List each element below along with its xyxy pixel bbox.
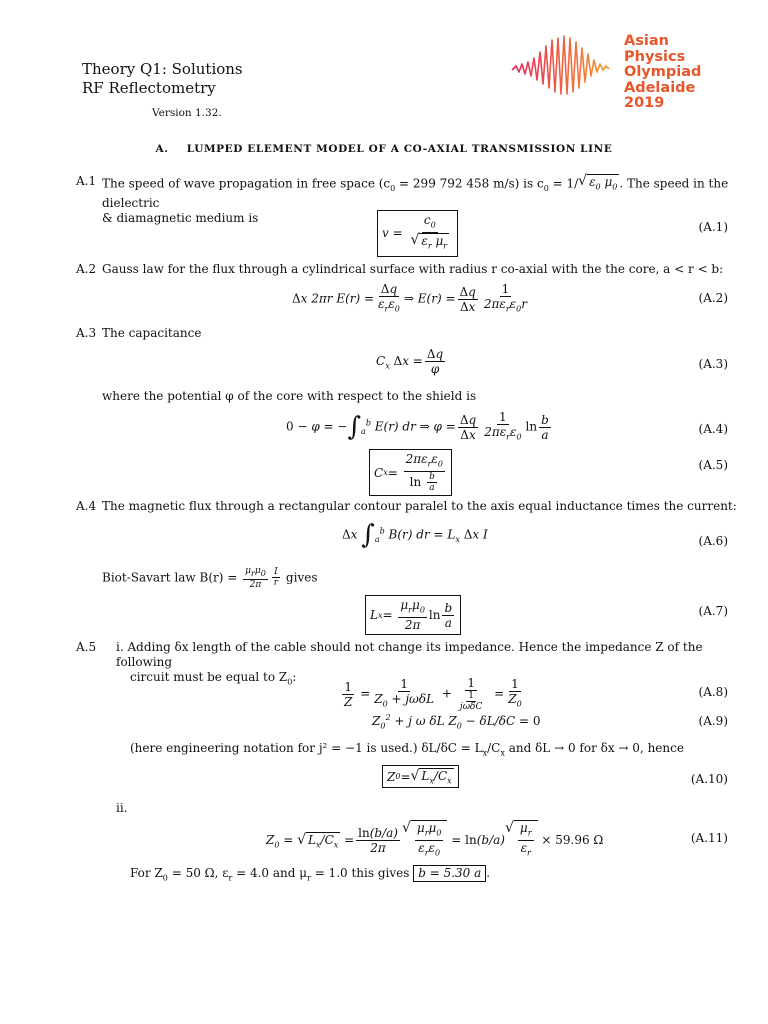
eq-number-a2: (A.2)	[698, 291, 728, 305]
a1-text-part: = 299 792 458 m/s) is c	[395, 176, 544, 191]
eq-number-a4: (A.4)	[698, 422, 728, 436]
eq-number-a8: (A.8)	[698, 685, 728, 699]
equation-a3: $C_x$ Δx = $\frac{\Delta q}{\varphi}$	[376, 347, 444, 376]
logo-line-2: Physics	[624, 48, 686, 65]
eq-number-a1: (A.1)	[698, 220, 728, 234]
final-answer-box: b = 5.30 a	[413, 865, 486, 882]
item-number-a2: A.2	[76, 262, 97, 276]
equation-a8: $\frac{1}{Z}$ = $\frac{1}{Z_0 + j\omega\delta L}$ + $\frac{1}{\frac{1}{\text{jωδC}}}$ = $\frac{1}{Z_0}$	[344, 676, 522, 712]
equation-a1: v = $c_0$ √ $\varepsilon_r$ $\mu_r$	[377, 210, 458, 257]
eq-number-a3: (A.3)	[698, 357, 728, 371]
page-title	[82, 60, 243, 98]
a5-note-part: and δL → 0 for δx → 0, hence	[504, 741, 684, 755]
biot-text-part: Biot-Savart law B(r) =	[102, 570, 238, 585]
a1-text-part: . The speed in the dielectric	[102, 176, 729, 211]
a1-text-part: The speed of wave propagation in free space (c	[102, 176, 391, 191]
a1-sqrt: √ $\varepsilon_0$ $\mu_0$	[578, 177, 619, 191]
title-line-2: RF Reflectometry	[82, 79, 216, 97]
a5-ii-label: ii.	[116, 801, 128, 815]
a5-i-line1: i. Adding δx length of the cable should not change its impedance. Hence the impedance Z of the following	[116, 640, 703, 669]
equation-a4: $0 - \varphi = -\int_a^b$ E(r) dr ⇒ φ = $\frac{\Delta q}{\Delta x}$ $\frac{1}{2\pi\varepsilon_r\varepsilon_0}$ ln $\frac{b}{a}$	[286, 410, 549, 443]
equation-a2: Δx 2πr E(r) = $\frac{\Delta q}{\varepsilon_r\varepsilon_0}$ ⇒ E(r) = $\frac{\Delta q}{\Delta x}$ $\frac{1}{2\pi\varepsilon_r\varepsilon_0r}$	[292, 282, 527, 314]
item-a3-text: The capacitance	[102, 326, 202, 340]
a5-final-part: = 4.0 and μ	[232, 866, 308, 880]
a5-i-line2-tail: :	[292, 670, 297, 684]
a5-note-text: (here engineering notation for j² = −1 is used.) $\delta L/\delta C = L_x/C_x$ and δL → 0 for δx → 0, hence	[130, 741, 684, 758]
equation-a7: L x = $\frac{\mu_r\mu_0}{2\pi}$ ln $\frac{b}{a}$	[365, 595, 461, 635]
apho-logo	[510, 32, 740, 111]
equation-a9: $Z_0^2 + j$ ω δL $Z_0 - \delta L/\delta C = 0$	[372, 713, 541, 731]
section-title: LUMPED ELEMENT MODEL OF A CO-AXIAL TRANSMISSION LINE	[186, 143, 613, 155]
a5-final-text: For $Z_0 = 50$ Ω, $\varepsilon_r = 4.0$ and $\mu_r = 1.0$ this gives b = 5.30 a .	[130, 866, 491, 883]
item-number-a1: A.1	[76, 174, 97, 188]
equation-a11: $Z_0$ = √ $L_x/C_x$ = $\frac{\ln(b/a)}{2\pi}$ √ $\frac{\mu_r\mu_0}{\varepsilon_r\varepsilon_0}$ = ln(b/a) √ $\frac{\mu_r}{\varepsilon_r}$ × 59.96 Ω	[266, 820, 603, 861]
biot-text-part: gives	[285, 570, 318, 585]
equation-a6: Δx $\int_a^b$ B(r) dr = $L_x$ Δx I	[342, 520, 488, 550]
item-a2-text: Gauss law for the flux through a cylindrical surface with radius r co-axial with the the core, a < r < b:	[102, 262, 724, 276]
a1-text-line2: & diamagnetic medium is	[102, 211, 259, 226]
waveform-logo-icon	[510, 32, 620, 102]
section-letter: A.	[155, 143, 169, 155]
eq-number-a10: (A.10)	[690, 772, 728, 786]
logo-line-4: Adelaide 2019	[624, 79, 696, 111]
title-line-1: Theory Q1: Solutions	[82, 60, 243, 78]
a5-final-part: = 50 Ω, ε	[167, 866, 229, 880]
item-number-a3: A.3	[76, 326, 97, 340]
logo-line-3: Olympiad	[624, 64, 702, 80]
a5-final-part: = 1.0 this gives	[310, 866, 410, 880]
logo-line-1: Asian	[624, 33, 669, 49]
a5-final-part: .	[486, 866, 491, 880]
a5-final-part: For Z	[130, 866, 163, 880]
version-label: Version 1.32.	[152, 107, 222, 119]
item-a5-i-text: i. Adding δx length of the cable should not change its impedance. Hence the impedance Z of the following circuit must be equal to $Z_0$:	[116, 640, 746, 689]
equation-a5: C x = $2\pi\varepsilon_r\varepsilon_0$ ln $\frac{b}{a}$	[369, 449, 452, 496]
a3-where-text: where the potential φ of the core with respect to the shield is	[102, 389, 477, 403]
a5-note-part: (here engineering notation for j² = −1 is used.) δL/δC = L	[130, 741, 483, 755]
eq-number-a7: (A.7)	[698, 604, 728, 618]
a5-note-part: /C	[487, 741, 501, 755]
section-heading	[0, 143, 768, 155]
eq-number-a11: (A.11)	[690, 831, 728, 845]
a1-text-part: = 1/	[548, 176, 579, 191]
eq-number-a6: (A.6)	[698, 534, 728, 548]
eq-number-a9: (A.9)	[698, 714, 728, 728]
item-a1-text: The speed of wave propagation in free space ($c_0 = 299$ 792 458 m/s) is $c_0 = 1/$ √ $\varepsilon_0$ $\mu_0$ . The speed in the dielectric & diamagnetic medium is	[102, 174, 742, 226]
item-number-a5: A.5	[76, 640, 97, 654]
item-number-a4: A.4	[76, 499, 97, 513]
item-a4-text: The magnetic flux through a rectangular contour paralel to the axis equal inductance times the current:	[102, 499, 737, 513]
a5-i-line2: circuit must be equal to Z	[130, 670, 288, 684]
biot-savart-text: Biot-Savart law B(r) = $\frac{\mu_r\mu_0}{2\pi}$ $\frac{I}{r}$ gives	[102, 566, 318, 590]
equation-a10: Z 0 = √ $L_x/C_x$	[382, 765, 459, 788]
eq-number-a5: (A.5)	[698, 458, 728, 472]
